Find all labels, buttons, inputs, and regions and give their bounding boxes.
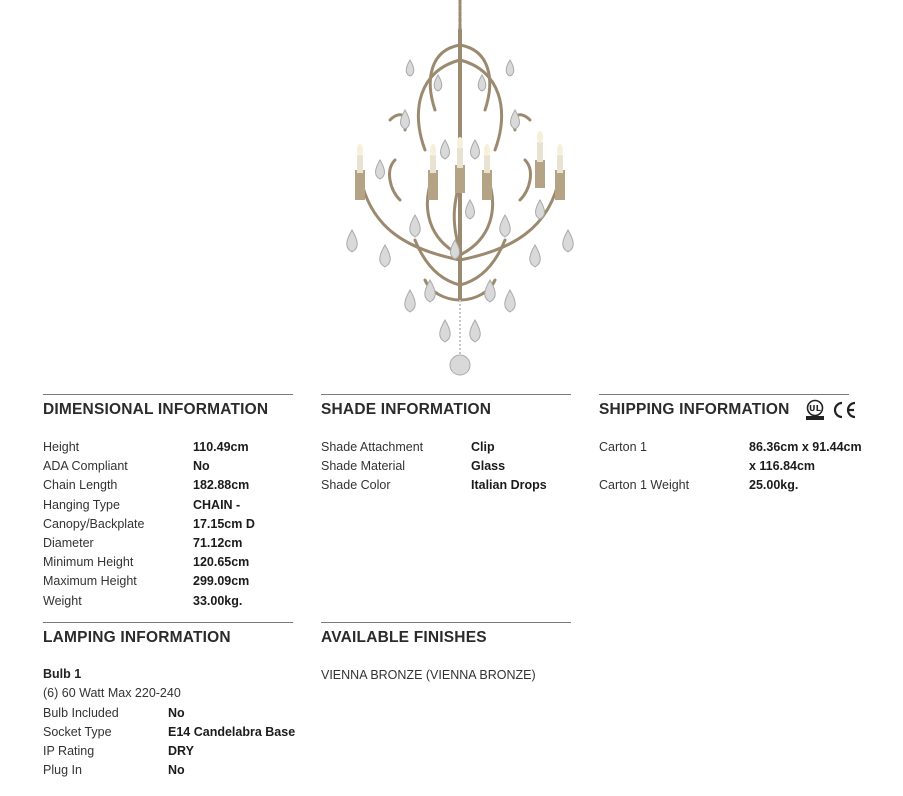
shade-section <box>321 394 571 496</box>
spec-row <box>321 457 571 476</box>
spec-value: 71.12cm <box>193 535 243 550</box>
spec-label: Minimum Height <box>43 555 134 570</box>
spec-row <box>43 572 293 591</box>
spec-label: IP Rating <box>43 743 95 758</box>
spec-list <box>321 438 571 496</box>
chandelier-icon <box>330 0 590 385</box>
shipping-section <box>599 394 874 495</box>
finish-option: VIENNA BRONZE (VIENNA BRONZE) <box>321 668 536 682</box>
spec-value: 110.49cm <box>193 440 249 454</box>
certification-marks <box>802 399 857 421</box>
spec-row <box>43 496 293 515</box>
spec-label: Shade Attachment <box>321 440 424 454</box>
finishes-section <box>321 622 571 685</box>
spec-list <box>599 438 874 495</box>
spec-label: Weight <box>43 593 82 608</box>
spec-value: No <box>168 705 185 720</box>
spec-value: E14 Candelabra Base <box>168 724 296 739</box>
dimensional-section <box>43 394 293 611</box>
spec-row <box>43 553 293 572</box>
spec-label: Shade Color <box>321 478 391 493</box>
spec-value: No <box>193 459 210 474</box>
section-title: SHADE INFORMATION <box>321 401 492 418</box>
spec-row-continued <box>599 457 874 476</box>
spec-value: 120.65cm <box>193 555 250 570</box>
spec-value: Italian Drops <box>471 478 547 493</box>
spec-label: ADA Compliant <box>43 459 128 474</box>
spec-value: CHAIN - <box>193 497 241 512</box>
spec-value: 25.00kg. <box>749 478 799 493</box>
section-title: AVAILABLE FINISHES <box>321 629 487 646</box>
spec-list <box>43 438 293 611</box>
spec-label: Maximum Height <box>43 574 137 589</box>
spec-value: 33.00kg. <box>193 593 243 608</box>
spec-label: Bulb Included <box>43 705 119 720</box>
spec-row <box>321 438 571 457</box>
spec-row <box>43 476 293 495</box>
ul-listed-icon <box>802 399 828 421</box>
spec-value: No <box>168 763 185 778</box>
svg-text:UL: UL <box>809 403 822 413</box>
spec-label: Socket Type <box>43 724 112 739</box>
spec-row <box>599 438 874 457</box>
spec-value: 182.88cm <box>193 478 250 493</box>
spec-value: x 116.84cm <box>749 459 816 474</box>
section-title <box>599 395 874 425</box>
spec-label: Height <box>43 440 80 454</box>
spec-row <box>43 438 293 457</box>
spec-list <box>43 704 303 781</box>
spec-row <box>599 476 874 495</box>
section-title: LAMPING INFORMATION <box>43 629 231 646</box>
spec-value: 299.09cm <box>193 574 250 589</box>
spec-row <box>43 515 293 534</box>
spec-label: Diameter <box>43 535 94 550</box>
spec-label: Hanging Type <box>43 497 120 512</box>
bulb-title: Bulb 1 <box>43 667 82 681</box>
spec-row <box>43 457 293 476</box>
spec-value: 17.15cm D <box>193 516 255 531</box>
spec-value: DRY <box>168 743 194 758</box>
spec-label: Carton 1 Weight <box>599 478 690 493</box>
spec-row <box>43 592 293 611</box>
spec-row <box>43 742 303 761</box>
spec-label: Chain Length <box>43 478 118 493</box>
spec-row <box>43 704 303 723</box>
spec-label: Shade Material <box>321 459 406 474</box>
spec-row <box>43 534 293 553</box>
spec-label: Canopy/Backplate <box>43 516 145 531</box>
spec-label: Plug In <box>43 763 82 778</box>
spec-value: Glass <box>471 459 506 474</box>
product-image <box>330 0 590 385</box>
spec-label: Carton 1 <box>599 440 647 454</box>
spec-row <box>321 476 571 495</box>
spec-row <box>43 761 303 780</box>
ce-mark-icon <box>831 399 857 421</box>
spec-value: 86.36cm x 91.44cm <box>749 440 862 454</box>
bulb-description: (6) 60 Watt Max 220-240 <box>43 686 181 700</box>
lamping-section <box>43 622 303 780</box>
spec-row <box>43 723 303 742</box>
spec-value: Clip <box>471 440 495 454</box>
section-title: DIMENSIONAL INFORMATION <box>43 401 269 418</box>
section-title-text: SHIPPING INFORMATION <box>599 401 790 418</box>
